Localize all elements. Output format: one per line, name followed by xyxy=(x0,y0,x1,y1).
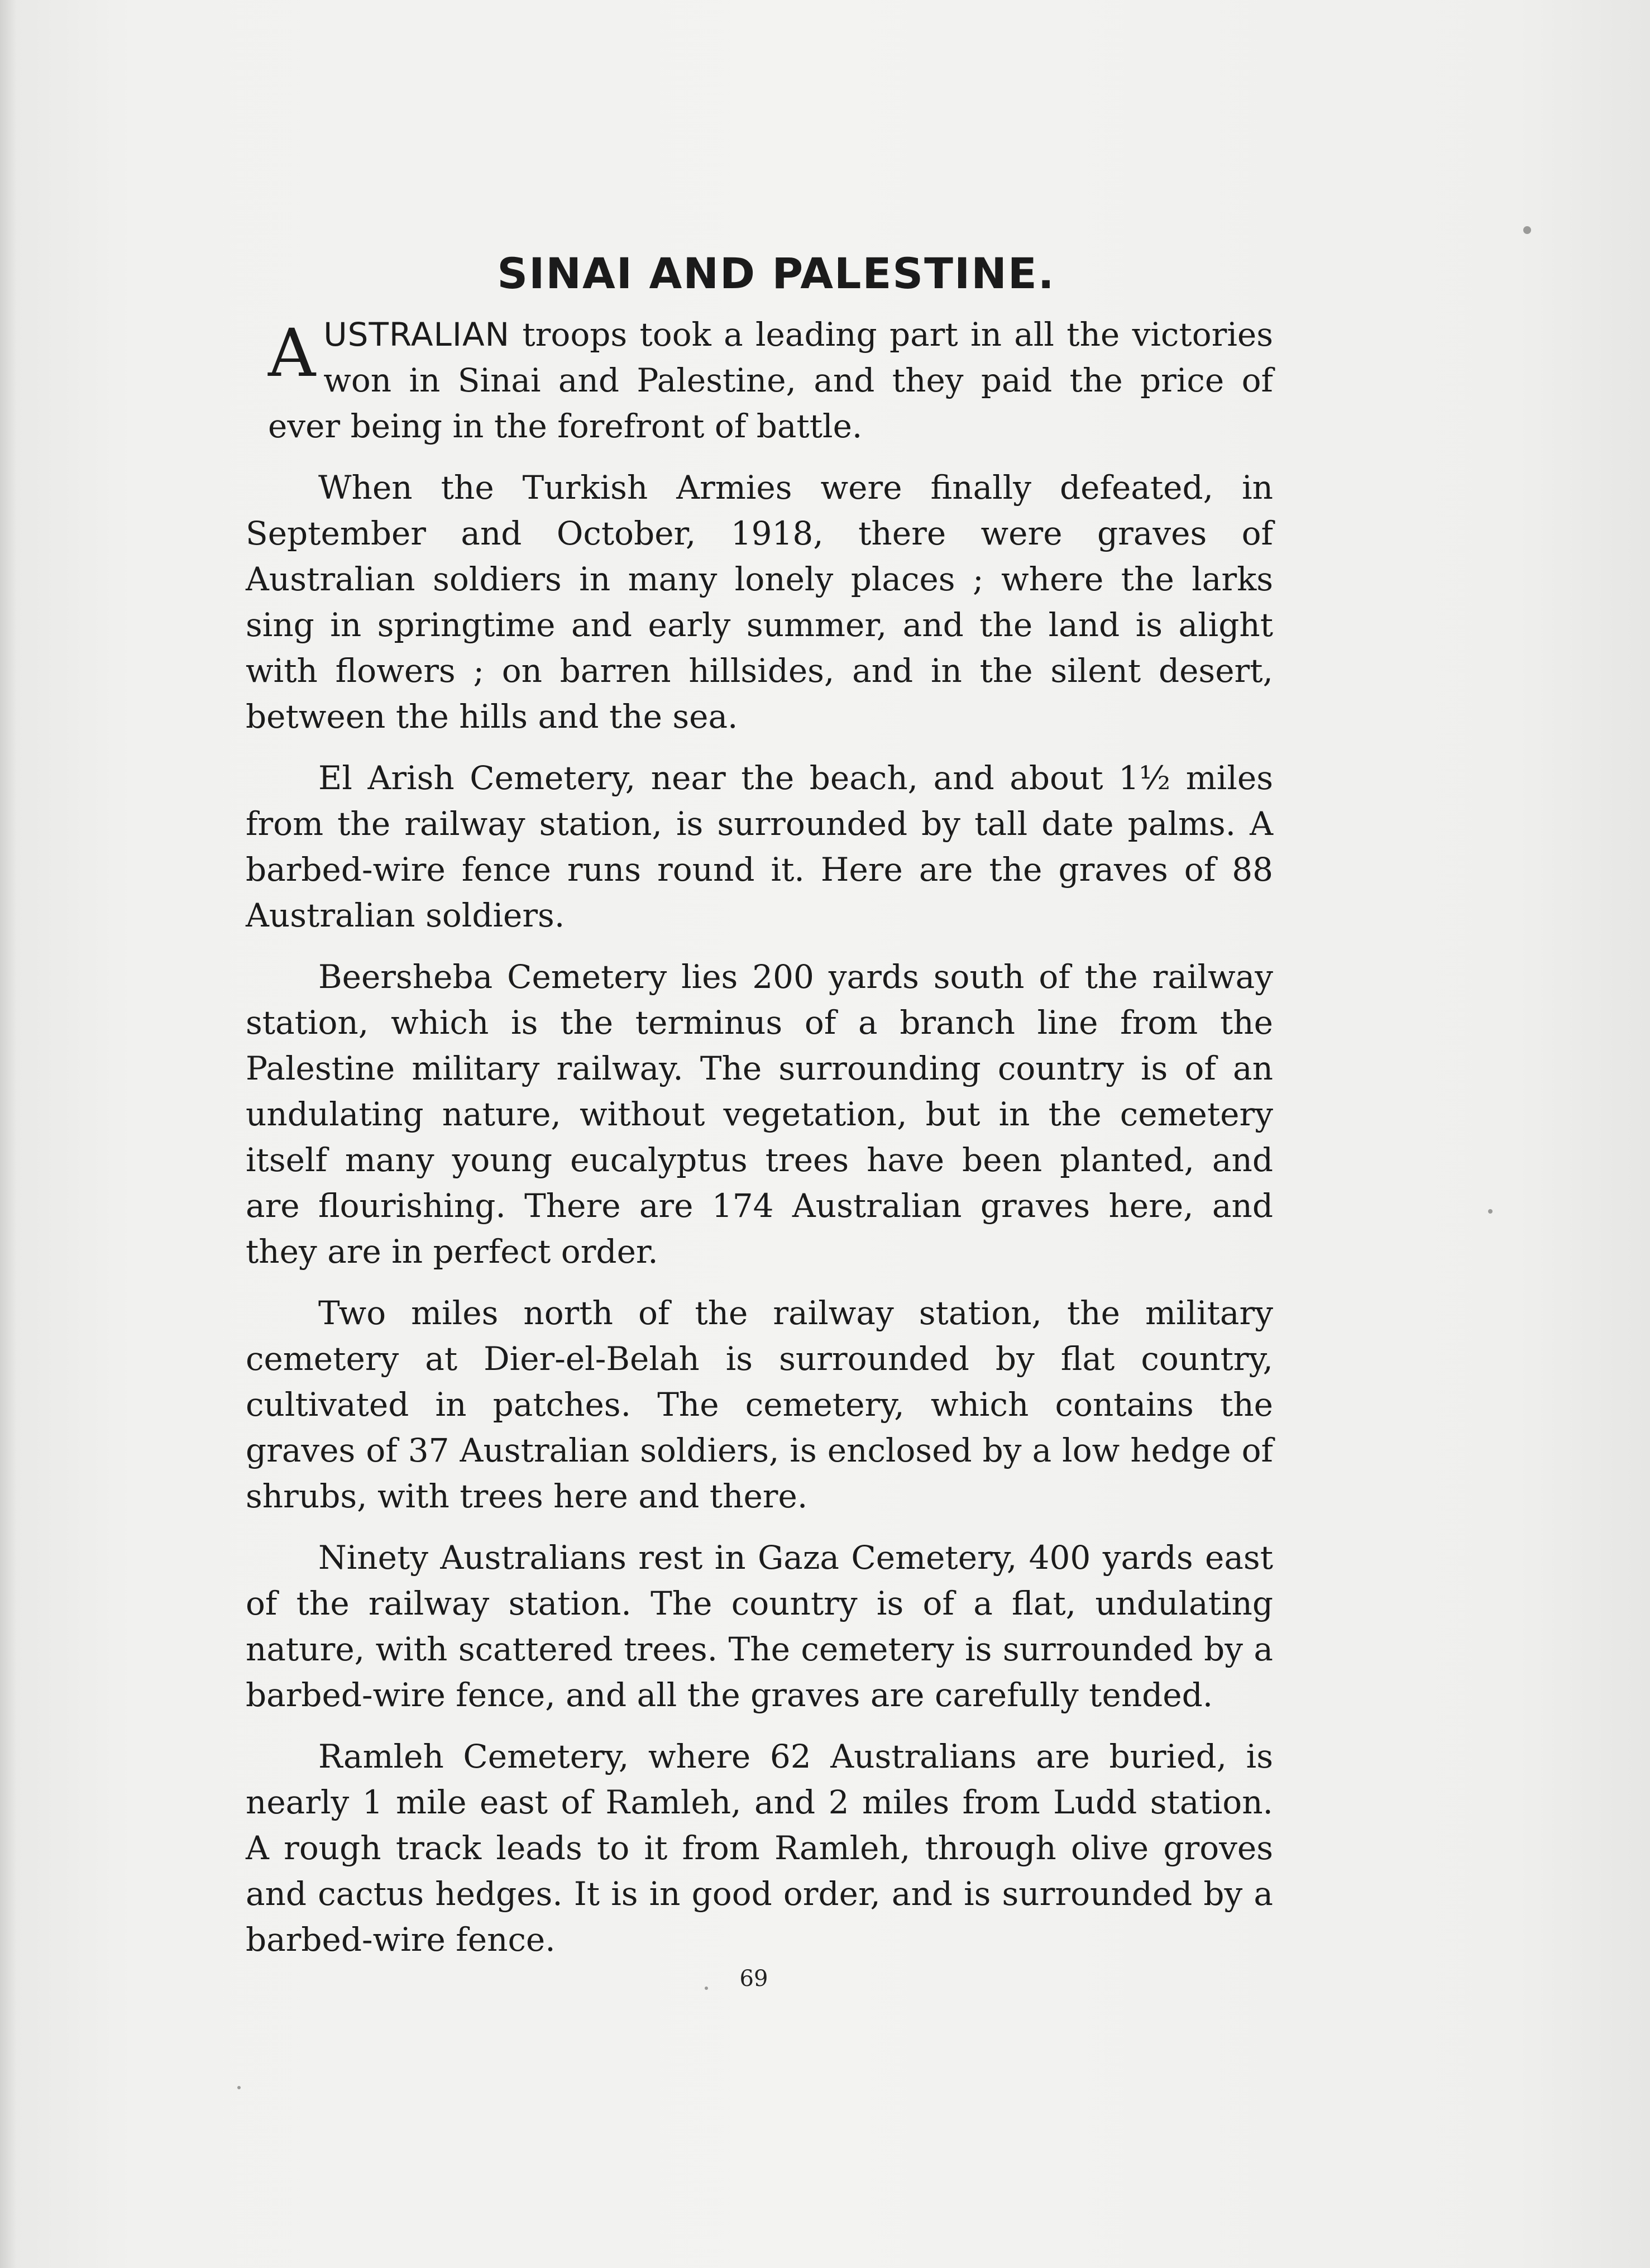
paper-speck xyxy=(1488,1209,1493,1214)
paragraph-intro xyxy=(268,312,1273,449)
paragraph-el-arish: El Arish Cemetery, near the beach, and about 1½ miles from the railway station, is surrounded by tall date palms. A barbed-wire fence runs round it. Here are the graves of 88 Australian soldiers. xyxy=(246,759,1273,934)
paragraph-turkish-armies: When the Turkish Armies were finally defeated, in September and October, 1918, there were graves of Australian soldiers in many lonely places ; where the larks sing in springtime and early summer, and the land is alight with flowers ; on barren hillsides, and in the silent desert, between the hills and the sea. xyxy=(246,469,1273,736)
page-content xyxy=(246,246,1273,1978)
paper-speck xyxy=(237,2086,241,2089)
paper-speck xyxy=(1523,226,1531,234)
page-edge-shadow xyxy=(0,0,17,2268)
paragraph-lead-word: USTRALIAN xyxy=(323,316,510,354)
page-number: 69 xyxy=(739,1966,768,1992)
paper-speck xyxy=(705,1987,708,1990)
drop-cap: A xyxy=(268,314,316,391)
page-title: SINAI AND PALESTINE. xyxy=(497,249,1055,298)
paragraph-dier-el-belah: Two miles north of the railway station, the military cemetery at Dier-el-Belah is surrounded by flat country, cultivated in patches. The cemetery, which contains the graves of 37 Australian soldiers, is enclosed by a low hedge of shrubs, with trees here and there. xyxy=(246,1294,1273,1515)
paragraph-ramleh: Ramleh Cemetery, where 62 Australians are buried, is nearly 1 mile east of Ramleh, and 2 miles from Ludd station. A rough track leads to it from Ramleh, through olive groves and cactus hedges. It is in good order, and is surrounded by a barbed-wire fence. xyxy=(246,1737,1273,1959)
paragraph-text: troops took a leading part in all the victories won in Sinai and Palestine, and they paid the price of ever being in the forefront of battle. xyxy=(268,316,1273,445)
paragraph-beersheba: Beersheba Cemetery lies 200 yards south of the railway station, which is the terminus of a branch line from the Palestine military railway. The surrounding country is of an undulating nature, without vegetation, but in the cemetery itself many young eucalyptus trees have been planted, and are flourishing. There are 174 Australian graves here, and they are in perfect order. xyxy=(246,958,1273,1271)
paragraph-gaza: Ninety Australians rest in Gaza Cemetery, 400 yards east of the railway station. The country is of a flat, undulating nature, with scattered trees. The cemetery is surrounded by a barbed-wire fence, and all the graves are carefully tended. xyxy=(246,1539,1273,1714)
